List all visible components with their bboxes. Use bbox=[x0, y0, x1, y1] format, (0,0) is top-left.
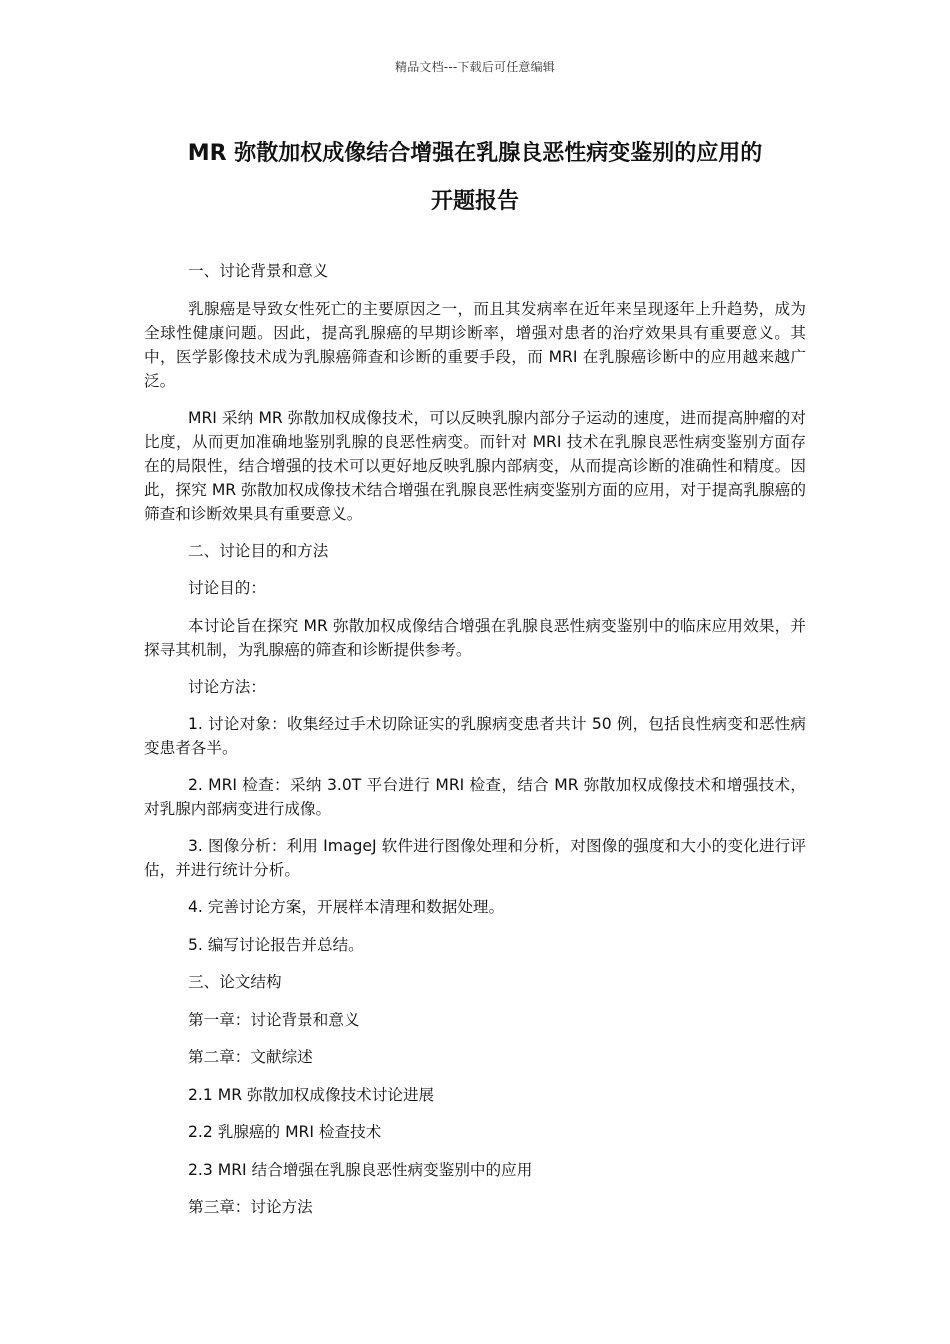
document-body bbox=[144, 259, 806, 1233]
method-item-2: 2. MRI 检查：采纳 3.0T 平台进行 MRI 检查，结合 MR 弥散加权成像技术和增强技术，对乳腺内部病变进行成像。 bbox=[144, 776, 806, 818]
paragraph-background-2: MRI 采纳 MR 弥散加权成像技术，可以反映乳腺内部分子运动的速度，进而提高肿瘤的对比度，从而更加准确地鉴别乳腺的良恶性病变。而针对 MRI 技术在乳腺良恶性病变鉴别方面存在的局限性，结合增强的技术可以更好地反映乳腺内部病变，从而提高诊断的准确性和精度。因此，探究 MR 弥散加权成像技术结合增强在乳腺良恶性病变鉴别方面的应用，对于提高乳腺癌的筛查和诊断效果具有重要意义。 bbox=[144, 408, 806, 523]
method-item-1: 1. 讨论对象：收集经过手术切除证实的乳腺病变患者共计 50 例，包括良性病变和恶性病变患者各半。 bbox=[144, 715, 806, 757]
method-item-3: 3. 图像分析：利用 ImageJ 软件进行图像处理和分析，对图像的强度和大小的变化进行评估，并进行统计分析。 bbox=[144, 837, 806, 879]
chapter-2: 第二章：文献综述 bbox=[188, 1048, 313, 1066]
page-header: 精品文档---下载后可任意编辑 bbox=[395, 60, 555, 74]
chapter-1: 第一章：讨论背景和意义 bbox=[188, 1010, 360, 1029]
subheading-methods: 讨论方法： bbox=[188, 677, 266, 696]
subheading-purpose: 讨论目的： bbox=[188, 579, 266, 597]
chapter-2-1: 2.1 MR 弥散加权成像技术讨论进展 bbox=[188, 1085, 435, 1104]
paragraph-background-1: 乳腺癌是导致女性死亡的主要原因之一，而且其发病率在近年来呈现逐年上升趋势，成为全球性健康问题。因此，提高乳腺癌的早期诊断率，增强对患者的治疗效果具有重要意义。其中，医学影像技术成为乳腺癌筛查和诊断的重要手段，而 MRI 在乳腺癌诊断中的应用越来越广泛。 bbox=[144, 299, 806, 390]
chapter-2-3: 2.3 MRI 结合增强在乳腺良恶性病变鉴别中的应用 bbox=[188, 1160, 533, 1179]
paragraph-purpose: 本讨论旨在探究 MR 弥散加权成像结合增强在乳腺良恶性病变鉴别中的临床应用效果，并探寻其机制，为乳腺癌的筛查和诊断提供参考。 bbox=[144, 616, 806, 659]
document-title bbox=[130, 130, 820, 226]
section-heading-structure: 三、论文结构 bbox=[188, 973, 282, 991]
chapter-2-2: 2.2 乳腺癌的 MRI 检查技术 bbox=[188, 1123, 382, 1141]
chapter-3: 第三章：讨论方法 bbox=[188, 1198, 313, 1216]
method-item-4: 4. 完善讨论方案，开展样本清理和数据处理。 bbox=[188, 898, 505, 916]
section-heading-background: 一、讨论背景和意义 bbox=[188, 262, 329, 280]
title-line-2: 开题报告 bbox=[430, 189, 519, 214]
method-item-5: 5. 编写讨论报告并总结。 bbox=[188, 935, 364, 954]
section-heading-purpose-methods: 二、讨论目的和方法 bbox=[188, 541, 329, 560]
title-line-1: MR 弥散加权成像结合增强在乳腺良恶性病变鉴别的应用的 bbox=[187, 141, 763, 166]
